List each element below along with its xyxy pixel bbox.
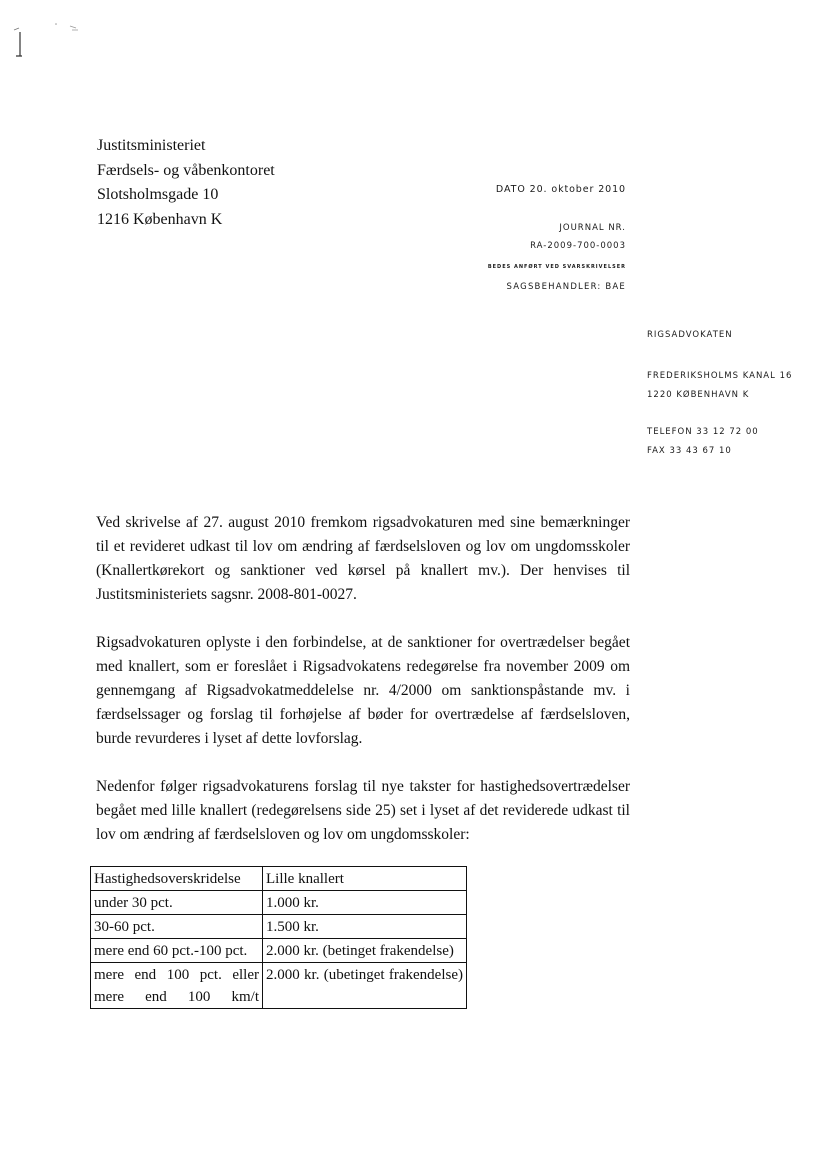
journal-label: JOURNAL NR. bbox=[559, 223, 626, 233]
table-cell: mere end 100 pct. eller mere end 100 km/t bbox=[91, 963, 263, 1009]
table-row bbox=[91, 915, 467, 939]
body-paragraph-3: Nedenfor følger rigsadvokaturens forslag til nye takster for hastighedsovertrædelser begået med lille knallert (redegørelsens side 25) set i lyset af det reviderede udkast til lov om ændring af færdselsloven og lov om ungdomsskoler: bbox=[96, 778, 630, 843]
recipient-city: 1216 København K bbox=[97, 210, 223, 228]
sender-phone: TELEFON 33 12 72 00 bbox=[647, 427, 759, 437]
letter-body bbox=[96, 511, 630, 871]
table-row bbox=[91, 939, 467, 963]
sender-street: FREDERIKSHOLMS KANAL 16 bbox=[647, 371, 793, 381]
recipient-street: Slotsholmsgade 10 bbox=[97, 186, 219, 203]
table-cell: 2.000 kr. (betinget frakendelse) bbox=[263, 939, 467, 963]
body-paragraph-2: Rigsadvokaturen oplyste i den forbindelse, at de sanktioner for overtrædelser begået med knallert, som er foreslået i Rigsadvokatens redegørelse fra november 2009 om gennemgang af Rigsadvokatmeddelelse nr. 4/2000 om sanktionspåstande mv. i færdselssager og forslag til forhøjelse af bøder for overtrædelse af færdselsloven, burde revurderes i lyset af dette lovforslag. bbox=[96, 634, 630, 747]
sender-fax: FAX 33 43 67 10 bbox=[647, 446, 732, 456]
journal-note: BEDES ANFØRT VED SVARSKRIVELSER bbox=[487, 264, 626, 270]
table-cell: under 30 pct. bbox=[91, 891, 263, 915]
journal-number: RA-2009-700-0003 bbox=[530, 241, 626, 251]
recipient-name: Justitsministeriet bbox=[97, 137, 206, 154]
table-cell: 1.000 kr. bbox=[263, 891, 467, 915]
recipient-address bbox=[97, 134, 275, 232]
table-header-row bbox=[91, 867, 467, 891]
speeding-rates-table bbox=[90, 866, 467, 1009]
sender-name: RIGSADVOKATEN bbox=[647, 330, 733, 340]
table-row bbox=[91, 891, 467, 915]
scan-artifact-marks bbox=[10, 18, 90, 78]
table-header-cell: Hastighedsoverskridelse bbox=[91, 867, 263, 891]
case-handler: SAGSBEHANDLER: BAE bbox=[506, 282, 626, 292]
table-cell: 30-60 pct. bbox=[91, 915, 263, 939]
table-cell: 2.000 kr. (ubetinget frakendelse) bbox=[263, 963, 467, 1009]
table-cell: 1.500 kr. bbox=[263, 915, 467, 939]
letter-date: DATO 20. oktober 2010 bbox=[495, 184, 626, 195]
table-header-cell: Lille knallert bbox=[263, 867, 467, 891]
sender-city: 1220 KØBENHAVN K bbox=[647, 390, 750, 400]
sender-block bbox=[647, 330, 792, 465]
recipient-department: Færdsels- og våbenkontoret bbox=[97, 161, 275, 179]
table-cell: mere end 60 pct.-100 pct. bbox=[91, 939, 263, 963]
body-paragraph-1: Ved skrivelse af 27. august 2010 fremkom rigsadvokaturen med sine bemærkninger til et revideret udkast til lov om ændring af færdselsloven og lov om ungdomsskoler (Knallertkørekort og sanktioner ved kørsel på knallert mv.). Der henvises til Justitsministeriets sagsnr. 2008-801-0027. bbox=[96, 514, 630, 603]
table-row bbox=[91, 963, 467, 1009]
